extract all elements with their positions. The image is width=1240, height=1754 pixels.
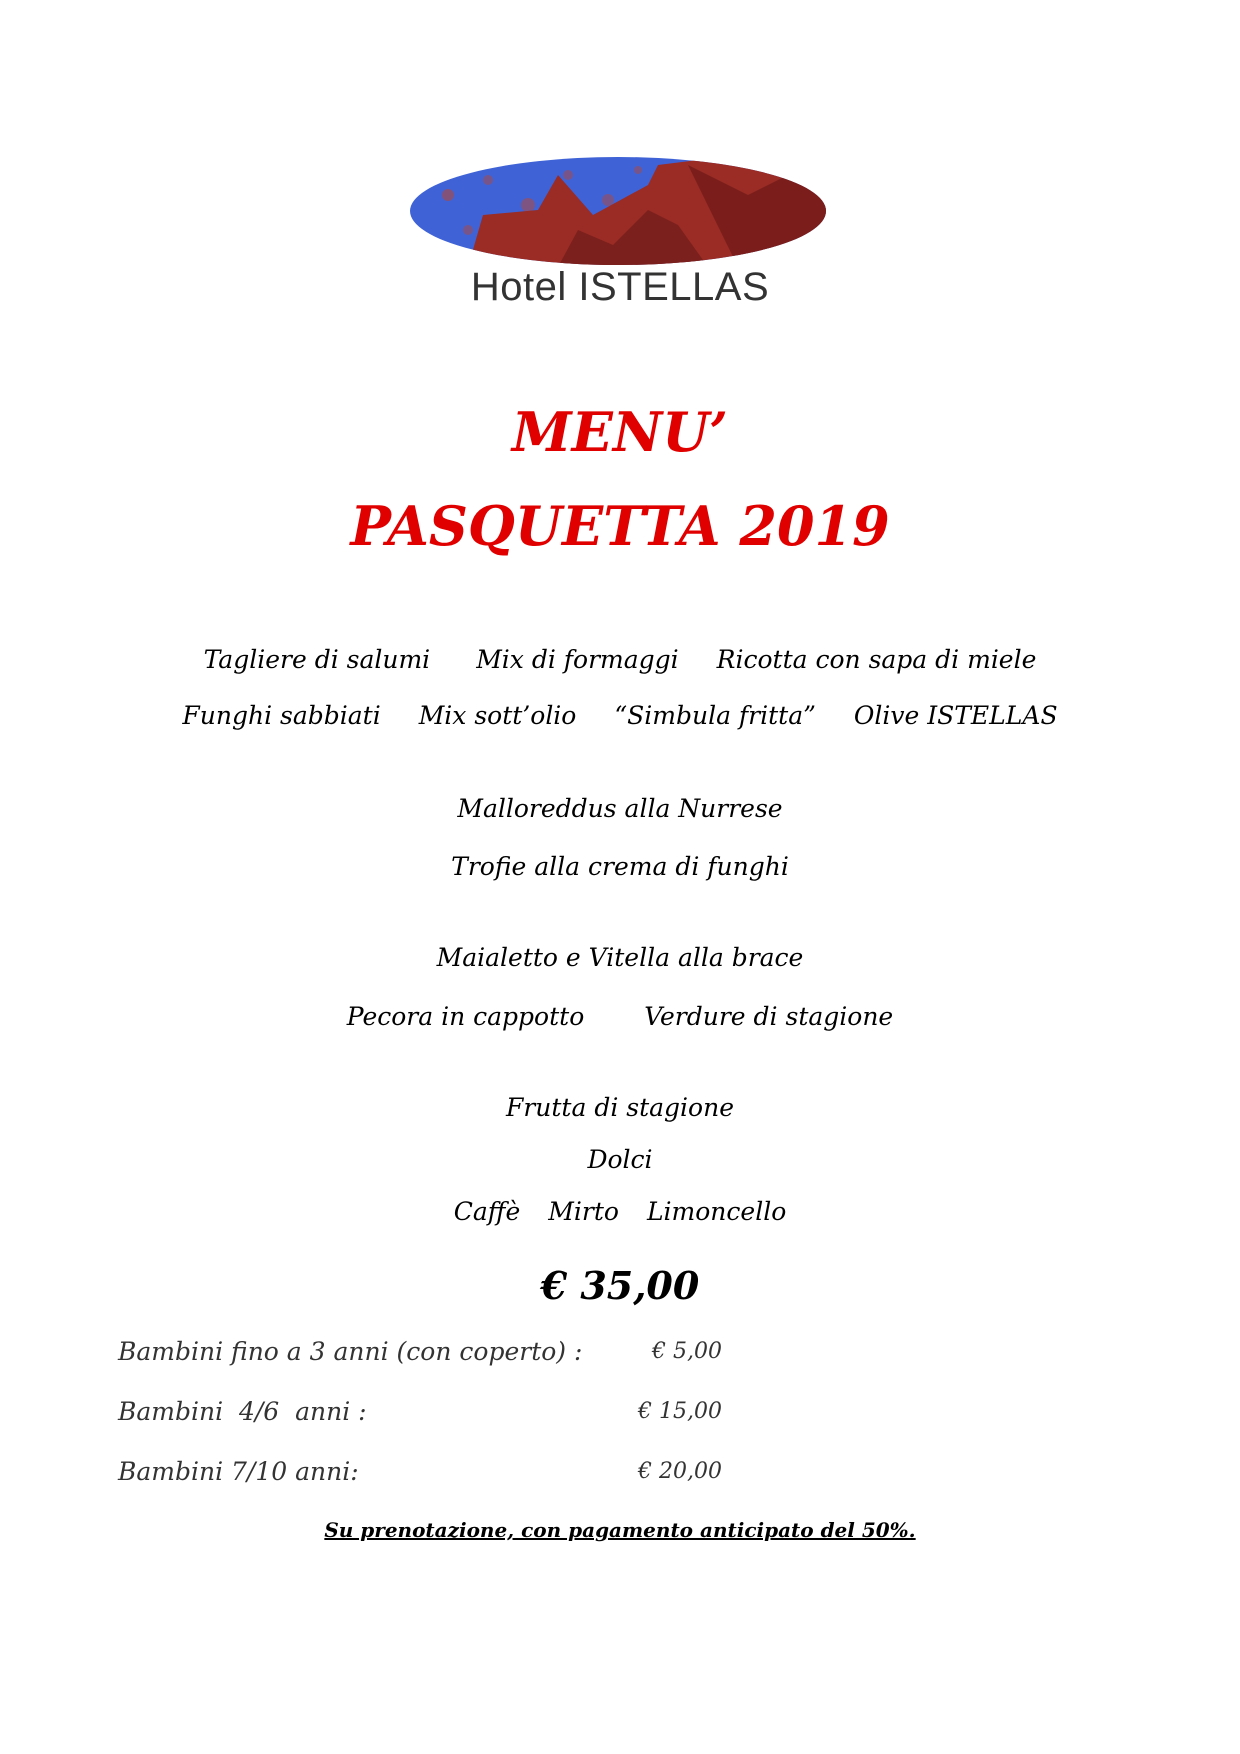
booking-note: Su prenotazione, con pagamento anticipato del 50%. <box>324 1518 916 1542</box>
children-price-value: € 5,00 <box>652 1339 722 1364</box>
children-price-row <box>118 1457 758 1493</box>
hotel-name: Hotel ISTELLAS <box>470 265 770 309</box>
event-title: PASQUETTA 2019 <box>350 494 890 558</box>
primi-item: Malloreddus alla Nurrese <box>457 794 783 823</box>
menu-item: “Simbula fritta” <box>614 701 816 730</box>
children-price-value: € 20,00 <box>638 1459 722 1484</box>
menu-item: Pecora in cappotto <box>346 1002 585 1031</box>
menu-item: Mirto <box>548 1197 619 1226</box>
menu-item: Funghi sabbiati <box>182 701 381 730</box>
children-price-label: Bambini 4/6 anni : <box>118 1397 367 1426</box>
menu-item: Caffè <box>453 1197 521 1226</box>
menu-item: Ricotta con sapa di miele <box>716 645 1037 674</box>
hotel-logo <box>400 155 840 325</box>
menu-item: Tagliere di salumi <box>203 645 431 674</box>
menu-title: MENU’ <box>511 400 729 464</box>
dessert-sweets: Dolci <box>587 1145 653 1174</box>
menu-item: Limoncello <box>646 1197 787 1226</box>
secondi-row <box>0 1002 1240 1031</box>
dessert-fruit: Frutta di stagione <box>505 1093 734 1122</box>
menu-item: Verdure di stagione <box>644 1002 894 1031</box>
children-price-row <box>118 1337 758 1373</box>
secondi-item: Maialetto e Vitella alla brace <box>436 943 804 972</box>
primi-item: Trofie alla crema di funghi <box>451 852 789 881</box>
children-price-label: Bambini 7/10 anni: <box>118 1457 359 1486</box>
drinks-row <box>0 1197 1240 1226</box>
children-price-value: € 15,00 <box>638 1399 722 1424</box>
menu-item: Mix sott’olio <box>418 701 577 730</box>
antipasti-row-1 <box>0 645 1240 674</box>
menu-item: Mix di formaggi <box>476 645 679 674</box>
logo-ellipse-icon <box>408 155 828 267</box>
antipasti-row-2 <box>0 701 1240 730</box>
children-price-label: Bambini fino a 3 anni (con coperto) : <box>118 1337 583 1366</box>
menu-price: € 35,00 <box>540 1263 700 1308</box>
menu-item: Olive ISTELLAS <box>853 701 1058 730</box>
children-price-row <box>118 1397 758 1433</box>
